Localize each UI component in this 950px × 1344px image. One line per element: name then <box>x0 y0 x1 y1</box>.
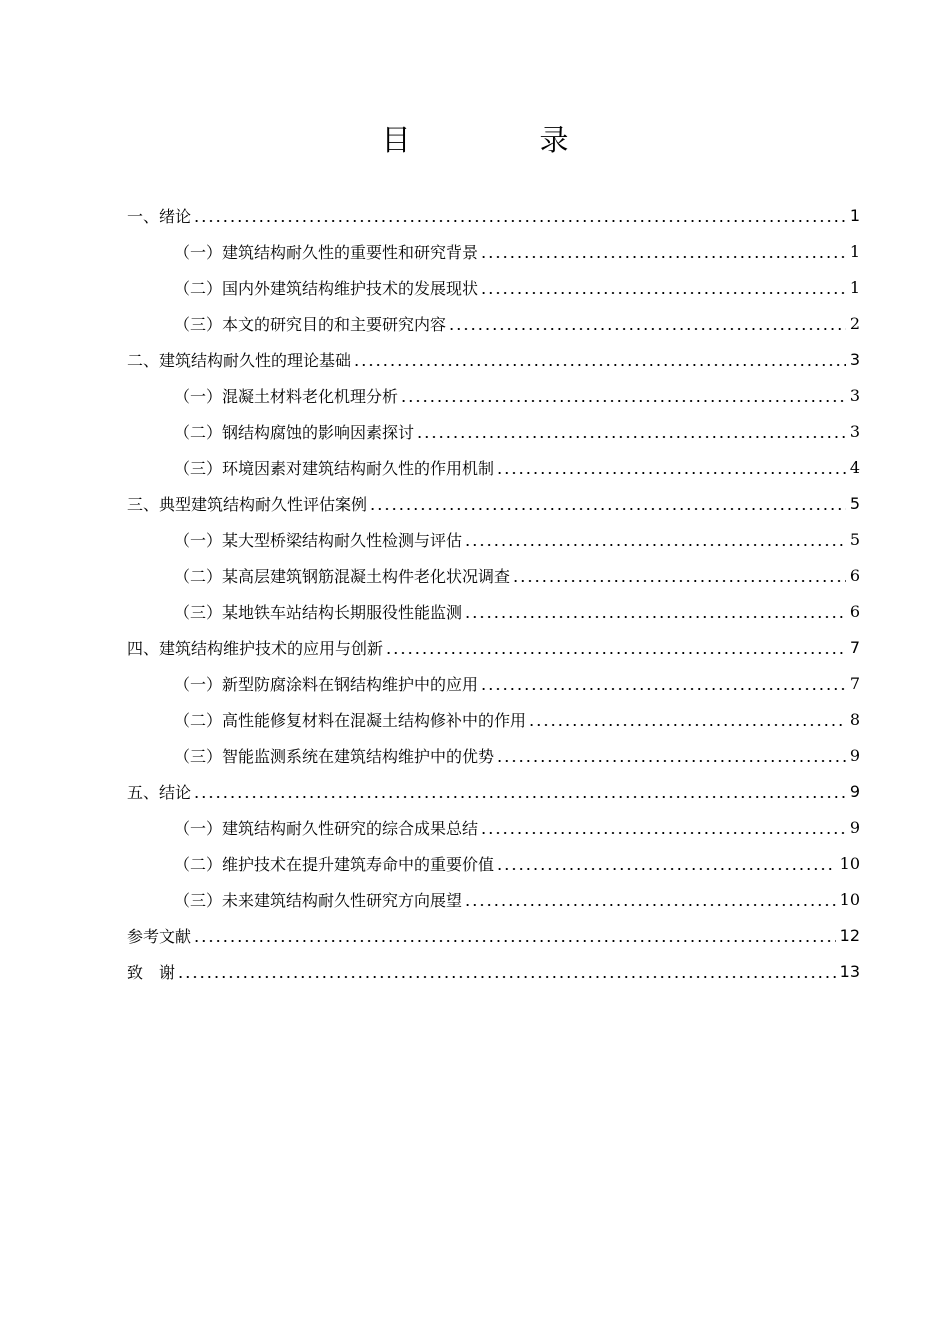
toc-entry-title: 三、典型建筑结构耐久性评估案例 <box>127 494 368 514</box>
toc-dot-leader <box>528 715 846 727</box>
toc-dot-leader <box>353 355 846 367</box>
toc-entry-title: （三）本文的研究目的和主要研究内容 <box>174 314 447 334</box>
toc-page-number: 9 <box>849 817 860 837</box>
toc-page-number: 1 <box>849 241 860 261</box>
toc-entry-title: 一、绪论 <box>127 206 192 226</box>
toc-section-entry[interactable] <box>127 413 860 449</box>
table-of-contents <box>127 197 860 989</box>
toc-chapter-entry[interactable] <box>127 629 860 665</box>
toc-page-number: 3 <box>849 421 860 441</box>
toc-section-entry[interactable] <box>127 701 860 737</box>
toc-dot-leader <box>496 751 846 763</box>
toc-entry-title: （一）某大型桥梁结构耐久性检测与评估 <box>174 530 463 550</box>
toc-chapter-entry[interactable] <box>127 953 860 989</box>
toc-page-number: 1 <box>849 277 860 297</box>
toc-entry-title: 参考文献 <box>127 926 192 946</box>
toc-dot-leader <box>400 391 846 403</box>
toc-entry-title: （一）建筑结构耐久性的重要性和研究背景 <box>174 242 479 262</box>
toc-page-number: 4 <box>849 457 860 477</box>
toc-entry-title: 致 谢 <box>127 962 176 982</box>
toc-page-number: 5 <box>849 529 860 549</box>
toc-dot-leader <box>416 427 846 439</box>
toc-section-entry[interactable] <box>127 521 860 557</box>
toc-section-entry[interactable] <box>127 269 860 305</box>
toc-entry-title: （二）维护技术在提升建筑寿命中的重要价值 <box>174 854 495 874</box>
toc-page-number: 12 <box>839 925 860 945</box>
toc-section-entry[interactable] <box>127 737 860 773</box>
toc-dot-leader <box>464 607 846 619</box>
toc-entry-title: （一）新型防腐涂料在钢结构维护中的应用 <box>174 674 479 694</box>
toc-chapter-entry[interactable] <box>127 485 860 521</box>
toc-page-number: 7 <box>849 637 860 657</box>
toc-section-entry[interactable] <box>127 809 860 845</box>
toc-entry-title: 五、结论 <box>127 782 192 802</box>
toc-page-number: 5 <box>849 493 860 513</box>
toc-page-number: 6 <box>849 601 860 621</box>
toc-entry-title: （二）钢结构腐蚀的影响因素探讨 <box>174 422 415 442</box>
toc-page-number: 9 <box>849 745 860 765</box>
toc-dot-leader <box>480 679 846 691</box>
toc-entry-title: 四、建筑结构维护技术的应用与创新 <box>127 638 384 658</box>
toc-dot-leader <box>480 823 846 835</box>
toc-dot-leader <box>464 895 836 907</box>
toc-section-entry[interactable] <box>127 845 860 881</box>
toc-entry-title: （一）建筑结构耐久性研究的综合成果总结 <box>174 818 479 838</box>
toc-page-number: 10 <box>839 853 860 873</box>
toc-section-entry[interactable] <box>127 233 860 269</box>
toc-section-entry[interactable] <box>127 305 860 341</box>
toc-dot-leader <box>496 463 846 475</box>
toc-dot-leader <box>480 247 846 259</box>
toc-page-number: 3 <box>849 349 860 369</box>
toc-page-number: 1 <box>849 205 860 225</box>
toc-entry-title: （三）智能监测系统在建筑结构维护中的优势 <box>174 746 495 766</box>
toc-dot-leader <box>369 499 846 511</box>
toc-chapter-entry[interactable] <box>127 197 860 233</box>
toc-chapter-entry[interactable] <box>127 773 860 809</box>
toc-page-number: 6 <box>849 565 860 585</box>
toc-page-number: 3 <box>849 385 860 405</box>
toc-entry-title: （二）国内外建筑结构维护技术的发展现状 <box>174 278 479 298</box>
toc-dot-leader <box>448 319 846 331</box>
toc-page-number: 9 <box>849 781 860 801</box>
toc-section-entry[interactable] <box>127 449 860 485</box>
toc-section-entry[interactable] <box>127 557 860 593</box>
toc-entry-title: （三）环境因素对建筑结构耐久性的作用机制 <box>174 458 495 478</box>
toc-section-entry[interactable] <box>127 377 860 413</box>
toc-dot-leader <box>177 967 836 979</box>
page-title: 目 录 <box>381 123 619 157</box>
toc-page-number: 8 <box>849 709 860 729</box>
toc-entry-title: （三）未来建筑结构耐久性研究方向展望 <box>174 890 463 910</box>
toc-dot-leader <box>480 283 846 295</box>
toc-dot-leader <box>385 643 846 655</box>
toc-entry-title: （二）高性能修复材料在混凝土结构修补中的作用 <box>174 710 527 730</box>
toc-dot-leader <box>512 571 846 583</box>
toc-entry-title: 二、建筑结构耐久性的理论基础 <box>127 350 352 370</box>
toc-chapter-entry[interactable] <box>127 917 860 953</box>
toc-dot-leader <box>193 211 846 223</box>
toc-section-entry[interactable] <box>127 593 860 629</box>
toc-page-number: 10 <box>839 889 860 909</box>
toc-dot-leader <box>464 535 846 547</box>
toc-dot-leader <box>193 931 836 943</box>
toc-section-entry[interactable] <box>127 665 860 701</box>
toc-entry-title: （二）某高层建筑钢筋混凝土构件老化状况调查 <box>174 566 511 586</box>
toc-page-number: 2 <box>849 313 860 333</box>
toc-page-number: 7 <box>849 673 860 693</box>
toc-dot-leader <box>496 859 836 871</box>
toc-page-number: 13 <box>839 961 860 981</box>
toc-chapter-entry[interactable] <box>127 341 860 377</box>
toc-entry-title: （一）混凝土材料老化机理分析 <box>174 386 399 406</box>
toc-section-entry[interactable] <box>127 881 860 917</box>
toc-dot-leader <box>193 787 846 799</box>
toc-entry-title: （三）某地铁车站结构长期服役性能监测 <box>174 602 463 622</box>
